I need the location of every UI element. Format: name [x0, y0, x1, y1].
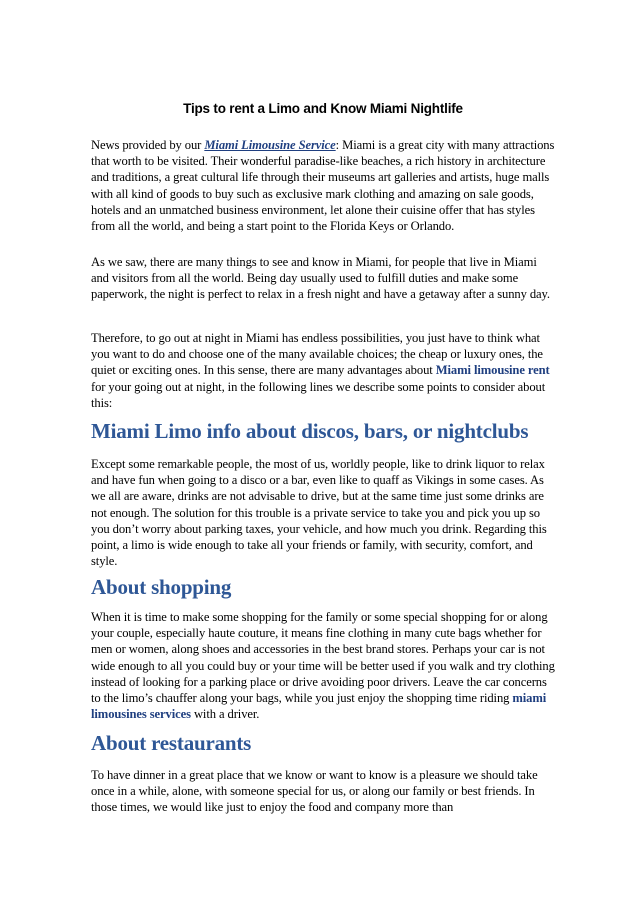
intro-paragraph — [91, 137, 555, 234]
night-text-start: Therefore, to go out at night in Miami has endless possibilities, you just have to think what you want to do and choose one of the many available choices; the cheap or luxury ones, the quiet or exciting ones. In this sense, there are many advantages about — [91, 331, 543, 378]
shopping-text-start: When it is time to make some shopping for the family or some special shopping for or along your couple, especially haute couture, it means fine clothing in many cute bags whether for men or women, along shoes and accessories in the best brand stores. Perhaps your car is not wide enough to all you could buy or your time will be better used if you walk and try clothing instead of looking for a parking place or drive avoiding poor drivers. Leave the car concerns to the limo’s chauffer along your bags, while you just enjoy the shopping time riding — [91, 610, 555, 706]
heading-shopping: About shopping — [91, 575, 232, 599]
paragraph-shopping — [91, 609, 555, 722]
heading-restaurants: About restaurants — [91, 731, 252, 755]
intro-text-start: News provided by our — [91, 138, 205, 152]
shopping-text-rest: with a driver. — [190, 707, 260, 722]
paragraph-night-possibilities — [91, 330, 555, 411]
page-title: Tips to rent a Limo and Know Miami Nightlife — [183, 101, 463, 116]
miami-limousines-services-keyword: miami limousines services — [91, 691, 547, 722]
heading-discos-bars: Miami Limo info about discos, bars, or nightclubs — [91, 419, 529, 443]
intro-text-rest: : Miami is a great city with many attractions that worth to be visited. Their wonderful paradise-like beaches, a rich history in architecture and traditions, a great cultural life through their museums art galleries and artists, huge malls with all kind of goods to buy such as exclusive mark clothing and amazing on sale goods, hotels and an unmatched business environment, let alone their cuisine offer that has styles from all the world, and being a start point to the Florida Keys or Orlando. — [91, 138, 555, 234]
miami-limousine-rent-keyword: Miami limousine rent — [435, 363, 550, 378]
night-text-rest: for your going out at night, in the following lines we describe some points to consider about this: — [91, 379, 546, 410]
paragraph-discos: Except some remarkable people, the most of us, worldly people, like to drink liquor to relax and have fun when going to a disco or a bar, even like to quaff as Vikings in some cases. As we all are aware, drinks are not advisable to drive, but at the same time just some drinks are not enough. The solution for this trouble is a private service to take you and pick you up so you don’t worry about parking taxes, your vehicle, and how much you drink. Regarding this point, a limo is wide enough to take all your friends or family, with security, comfort, and style. — [91, 457, 547, 569]
paragraph-miami-things: As we saw, there are many things to see and know in Miami, for people that live in Miami and visitors from all the world. Being day usually used to fulfill duties and make some paperwork, the night is perfect to relax in a fresh night and have a getaway after a sunny day. — [91, 255, 550, 302]
paragraph-restaurants: To have dinner in a great place that we know or want to know is a pleasure we should take once in a while, alone, with someone special for us, or along our family or best friends. In those times, we would like just to enjoy the food and company more than — [91, 768, 538, 815]
miami-limousine-service-link[interactable]: Miami Limousine Service — [204, 138, 336, 152]
